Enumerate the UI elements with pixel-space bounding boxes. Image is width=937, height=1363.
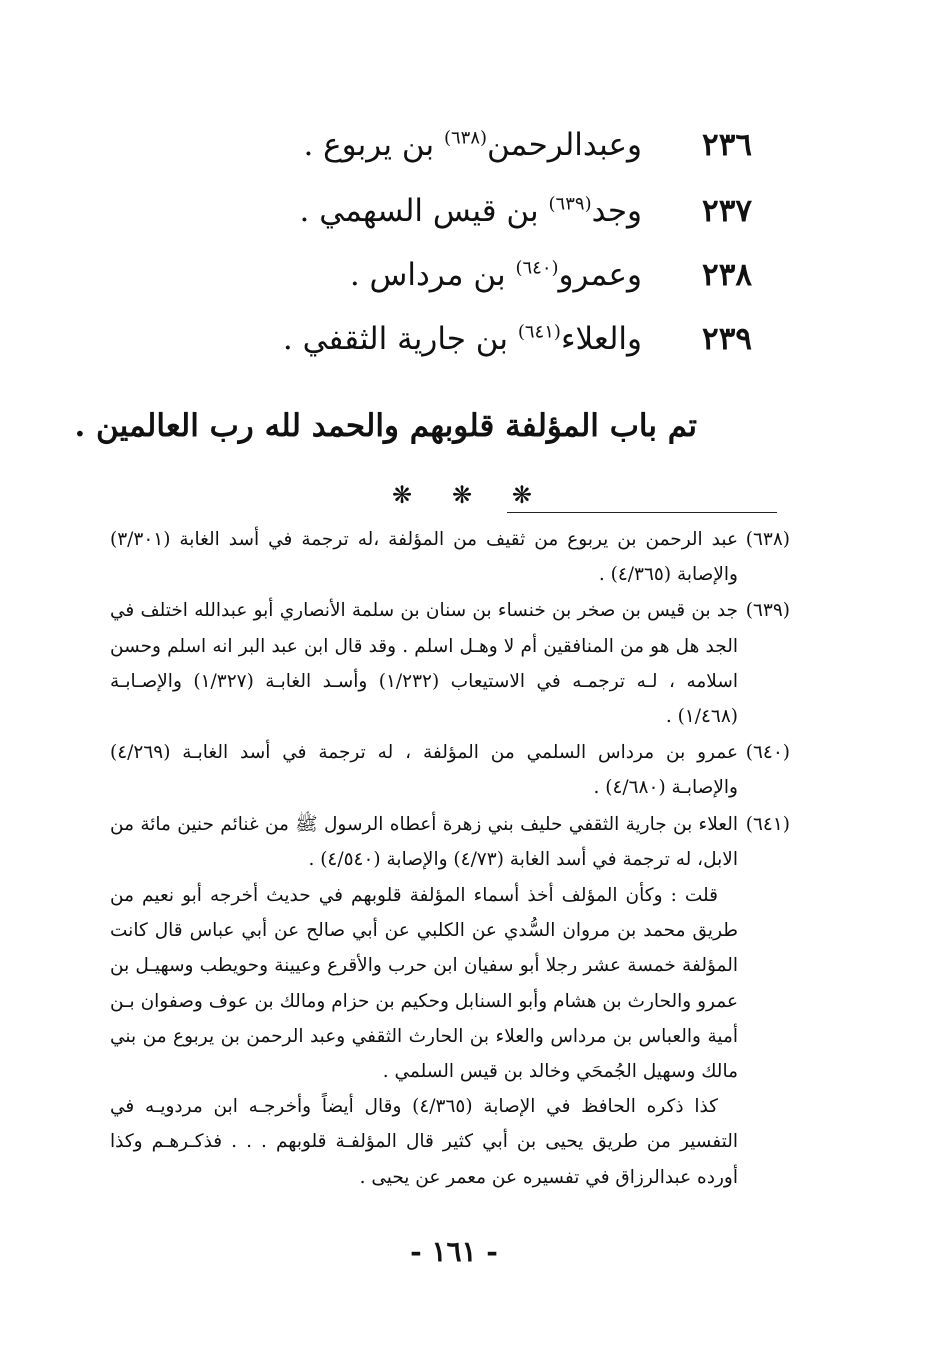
footnote-ref: (٦٣٨): [443, 127, 488, 149]
entry-name-rest: بن مرداس .: [349, 257, 516, 293]
list-entry: [152, 314, 752, 364]
star-ornament-icon: ❋: [511, 481, 532, 509]
footnote-ref: (٦٤١): [517, 321, 561, 343]
footnote-number: (٦٣٩): [745, 600, 790, 622]
entry-number: ٢٣٦: [702, 127, 752, 163]
entry-name-first: والعلاء: [560, 321, 642, 357]
commentary-paragraph: قلت : وكأن المؤلف أخذ أسماء المؤلفة قلوبهم في حديث أخرجه أبو نعيم من طريق محمد بن مروان السُّدي عن الكلبي عن أبي صالح عن أبي عباس قال كانت المؤلفة خمسة عشر رجلا أبو سفيان ابن حرب والأقرع وعيينة وحويطب وسهيـل بن عمرو والحارث بن هشام وأبو السنابل وحكيم بن حزام ومالك بن عوف وصفوان بـن أمية والعباس بن مرداس والعلاء بن الحارث الثقفي وعبد الرحمن بن يربوع من بني مالك وسهيل الجُمحَي وخالد بن قيس السلمي .: [110, 885, 738, 1083]
star-ornament-icon: ❋: [392, 481, 413, 509]
entry-name: [283, 321, 642, 357]
page-number: - ١٦١ -: [410, 1235, 498, 1268]
entry-number: ٢٣٩: [702, 321, 752, 357]
closing-line: تم باب المؤلفة قلوبهم والحمد لله رب العالمين .: [74, 408, 697, 444]
section-separator: [392, 480, 532, 510]
star-ornament-icon: ❋: [451, 481, 473, 509]
footnote-text: عبد الرحمن بن يربوع من ثقيف من المؤلفة ،له ترجمة في أسد الغابة (٣/٣٠١) والإصابة (٤/٣٦٥) .: [110, 529, 738, 586]
list-entry: [152, 186, 752, 236]
footnote-ref: (٦٣٩): [548, 193, 592, 215]
footnote: [110, 522, 790, 592]
footnote: [110, 735, 790, 805]
list-entry: [152, 120, 752, 170]
entry-name-rest: بن يربوع .: [303, 127, 444, 163]
entry-number: ٢٣٧: [702, 193, 752, 229]
footnote-ref: (٦٤٠): [515, 257, 559, 279]
footnote-number: (٦٣٨): [745, 529, 790, 550]
entry-name-rest: بن جارية الثقفي .: [282, 321, 518, 357]
footnote-text: العلاء بن جارية الثقفي حليف بني زهرة أعطاه الرسول ﷺ من غنائم حنين مائة من الابل، له ترجمة في أسد الغابة (٤/٧٣) والإصابة (٤/٥٤٠) .: [110, 813, 738, 870]
footnote: [110, 593, 790, 734]
footnote: [110, 807, 790, 877]
footnote-number: (٦٤١): [745, 813, 790, 835]
footnote-text: عمرو بن مرداس السلمي من المؤلفة ، له ترجمة في أسد الغابـة (٤/٢٦٩) والإصابـة (٤/٦٨٠) .: [110, 742, 738, 799]
entry-name: [300, 193, 642, 229]
list-entry: [152, 250, 752, 300]
footnote-text: جد بن قيس بن صخر بن خنساء بن سنان بن سلمة الأنصاري أبو عبدالله اختلف في الجد هل هو من المنافقين أم لا وهـل اسلم . وقد قال ابن عبد البر انه اسلم وحسن اسلامه ، لـه ترجمـه في الاستيعاب (١/٢٣٢) وأسـد الغابـة (١/٣٢٧) والإصـابـة (١/٤٦٨) .: [110, 600, 738, 728]
entry-name: [350, 257, 642, 293]
entry-name-first: وجد: [591, 193, 642, 229]
entry-name-rest: بن قيس السهمي .: [299, 193, 549, 229]
commentary-paragraph: كذا ذكره الحافظ في الإصابة (٤/٣٦٥) وقال أيضاً وأخرجـه ابن مردويـه في التفسير من طريق يحيى بن أبي كثير قال المؤلفـة قلوبهم . . . فذكـرهـم وكذا أورده عبدالرزاق في تفسيره عن معمر عن يحيى .: [110, 1096, 738, 1188]
footnotes: [110, 522, 790, 1195]
entry-number: ٢٣٨: [702, 257, 752, 293]
entry-name: [303, 127, 642, 163]
entry-name-first: وعبدالرحمن: [487, 127, 642, 163]
footnote-number: (٦٤٠): [745, 742, 790, 764]
entry-name-first: وعمرو: [558, 257, 642, 293]
footnote-divider: [507, 512, 777, 513]
